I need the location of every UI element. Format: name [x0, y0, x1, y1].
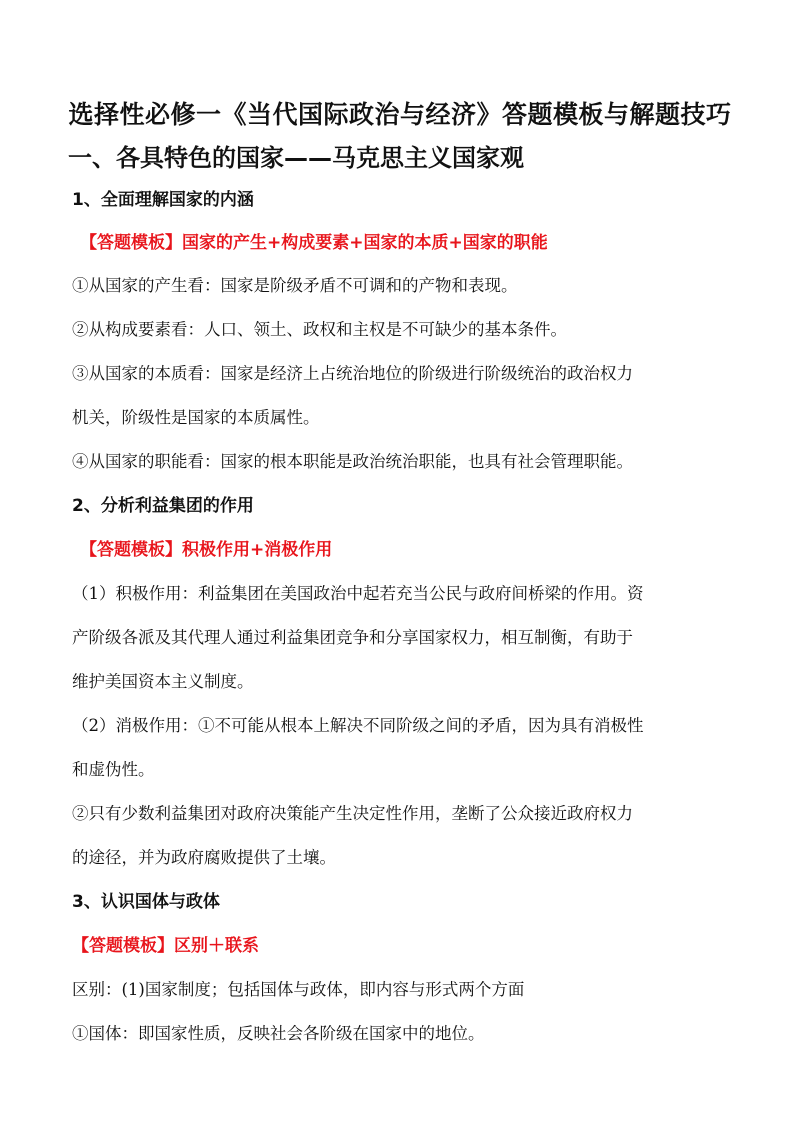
section-2-negative-line-1: （2）消极作用：①不可能从根本上解决不同阶级之间的矛盾，因为具有消极性: [72, 716, 644, 735]
section-2-negative-point-2-line-1: ②只有少数利益集团对政府决策能产生决定性作用，垄断了公众接近政府权力: [72, 804, 633, 823]
section-2-negative-point-2-line-2: 的途径，并为政府腐败提供了土壤。: [72, 848, 336, 867]
section-3-difference: 区别：(1)国家制度；包括国体与政体，即内容与形式两个方面: [72, 980, 525, 999]
section-1-point-3-line-2: 机关，阶级性是国家的本质属性。: [72, 408, 320, 427]
section-2-answer-template: 【答题模板】积极作用+消极作用: [80, 540, 333, 560]
section-3-answer-template: 【答题模板】区别＋联系: [72, 936, 259, 956]
section-2-positive-line-1: （1）积极作用：利益集团在美国政治中起若充当公民与政府间桥梁的作用。资: [72, 584, 644, 603]
section-2-positive-line-3: 维护美国资本主义制度。: [72, 672, 254, 691]
section-3-heading: 3、认识国体与政体: [72, 892, 220, 912]
section-1-point-1: ①从国家的产生看：国家是阶级矛盾不可调和的产物和表现。: [72, 276, 518, 295]
section-1-point-3-line-1: ③从国家的本质看：国家是经济上占统治地位的阶级进行阶级统治的政治权力: [72, 364, 633, 383]
section-2-heading: 2、分析利益集团的作用: [72, 496, 254, 516]
chapter-heading: 一、各具特色的国家——马克思主义国家观: [68, 144, 524, 172]
section-1-heading: 1、全面理解国家的内涵: [72, 190, 254, 210]
section-1-point-4: ④从国家的职能看：国家的根本职能是政治统治职能，也具有社会管理职能。: [72, 452, 633, 471]
section-2-positive-line-2: 产阶级各派及其代理人通过利益集团竞争和分享国家权力，相互制衡，有助于: [72, 628, 633, 647]
section-2-negative-line-2: 和虚伪性。: [72, 760, 155, 779]
section-3-state-system: ①国体：即国家性质，反映社会各阶级在国家中的地位。: [72, 1024, 485, 1043]
document-title: 选择性必修一《当代国际政治与经济》答题模板与解题技巧: [68, 100, 732, 129]
section-1-point-2: ②从构成要素看：人口、领土、政权和主权是不可缺少的基本条件。: [72, 320, 567, 339]
section-1-answer-template: 【答题模板】国家的产生+构成要素+国家的本质+国家的职能: [80, 233, 548, 253]
